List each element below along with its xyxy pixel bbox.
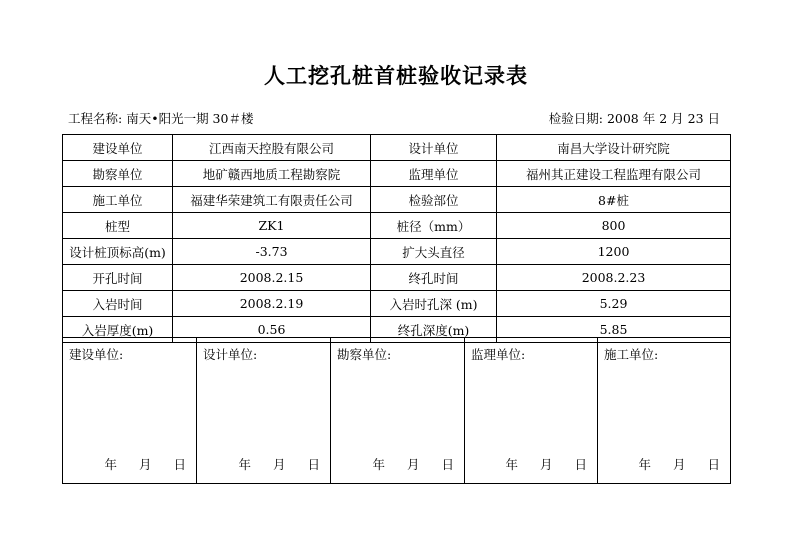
table-row — [63, 213, 731, 239]
signature-label: 勘察单位: — [337, 347, 392, 362]
month-label: 月 — [672, 457, 686, 472]
table-row — [63, 239, 731, 265]
record-table — [62, 134, 731, 343]
field-value: 2008.2.19 — [173, 291, 371, 317]
field-label: 桩径（mm） — [371, 213, 497, 239]
field-label: 入岩时孔深 (m) — [371, 291, 497, 317]
field-label: 监理单位 — [371, 161, 497, 187]
signature-date — [483, 455, 587, 473]
field-label: 入岩时间 — [63, 291, 173, 317]
signature-label: 设计单位: — [203, 347, 258, 362]
page-title: 人工挖孔桩首桩验收记录表 — [264, 63, 528, 88]
table-row — [63, 135, 731, 161]
field-value: -3.73 — [173, 239, 371, 265]
signature-table — [62, 337, 731, 484]
signature-date — [616, 455, 720, 473]
field-value: 0.56 — [173, 317, 371, 343]
year-label: 年 — [238, 457, 251, 472]
month-label: 月 — [539, 457, 553, 472]
field-label: 终孔深度(m) — [371, 317, 497, 343]
table-row — [63, 187, 731, 213]
year-label: 年 — [505, 457, 518, 472]
day-label: 日 — [307, 457, 320, 472]
field-value: 5.85 — [497, 317, 731, 343]
field-value: 1200 — [497, 239, 731, 265]
field-label: 扩大头直径 — [371, 239, 497, 265]
field-label: 桩型 — [63, 213, 173, 239]
field-label: 入岩厚度(m) — [63, 317, 173, 343]
year-label: 年 — [372, 457, 385, 472]
field-value: 地矿赣西地质工程勘察院 — [173, 161, 371, 187]
table-row — [63, 265, 731, 291]
field-value: 5.29 — [497, 291, 731, 317]
signature-cell-construction[interactable] — [63, 338, 197, 484]
field-label: 开孔时间 — [63, 265, 173, 291]
field-label: 勘察单位 — [63, 161, 173, 187]
field-value: 2008.2.23 — [497, 265, 731, 291]
table-row — [63, 161, 731, 187]
field-label: 检验部位 — [371, 187, 497, 213]
year-label: 年 — [104, 457, 117, 472]
signature-date — [216, 455, 320, 473]
month-label: 月 — [138, 457, 152, 472]
project-info — [68, 109, 253, 127]
field-label: 设计桩顶标高(m) — [63, 239, 173, 265]
field-value: 南昌大学设计研究院 — [497, 135, 731, 161]
day-label: 日 — [574, 457, 587, 472]
field-value: 8#桩 — [497, 187, 731, 213]
year-label: 年 — [638, 457, 651, 472]
field-label: 终孔时间 — [371, 265, 497, 291]
signature-date — [350, 455, 454, 473]
field-value: 江西南天控股有限公司 — [173, 135, 371, 161]
inspect-date-label: 检验日期: — [548, 111, 603, 126]
month-label: 月 — [272, 457, 286, 472]
field-value: ZK1 — [173, 213, 371, 239]
day-label: 日 — [173, 457, 186, 472]
project-name: 南天•阳光一期 30＃楼 — [126, 111, 254, 126]
day-label: 日 — [441, 457, 454, 472]
day-label: 日 — [707, 457, 720, 472]
field-value: 福建华荣建筑工有限责任公司 — [173, 187, 371, 213]
field-value: 福州其正建设工程监理有限公司 — [497, 161, 731, 187]
signature-cell-survey[interactable] — [331, 338, 465, 484]
signature-cell-contractor[interactable] — [598, 338, 731, 484]
inspect-date-value: 2008 年 2 月 23 日 — [606, 111, 720, 126]
signature-cell-design[interactable] — [197, 338, 331, 484]
inspect-date-info — [549, 109, 720, 127]
field-value: 800 — [497, 213, 731, 239]
field-label: 设计单位 — [371, 135, 497, 161]
field-value: 2008.2.15 — [173, 265, 371, 291]
field-label: 建设单位 — [63, 135, 173, 161]
field-label: 施工单位 — [63, 187, 173, 213]
signature-cell-supervision[interactable] — [465, 338, 598, 484]
month-label: 月 — [406, 457, 420, 472]
signature-date — [82, 455, 186, 473]
project-label: 工程名称: — [68, 111, 123, 126]
signature-label: 建设单位: — [69, 347, 124, 362]
table-row — [63, 291, 731, 317]
signature-label: 施工单位: — [604, 347, 659, 362]
signature-label: 监理单位: — [471, 347, 526, 362]
